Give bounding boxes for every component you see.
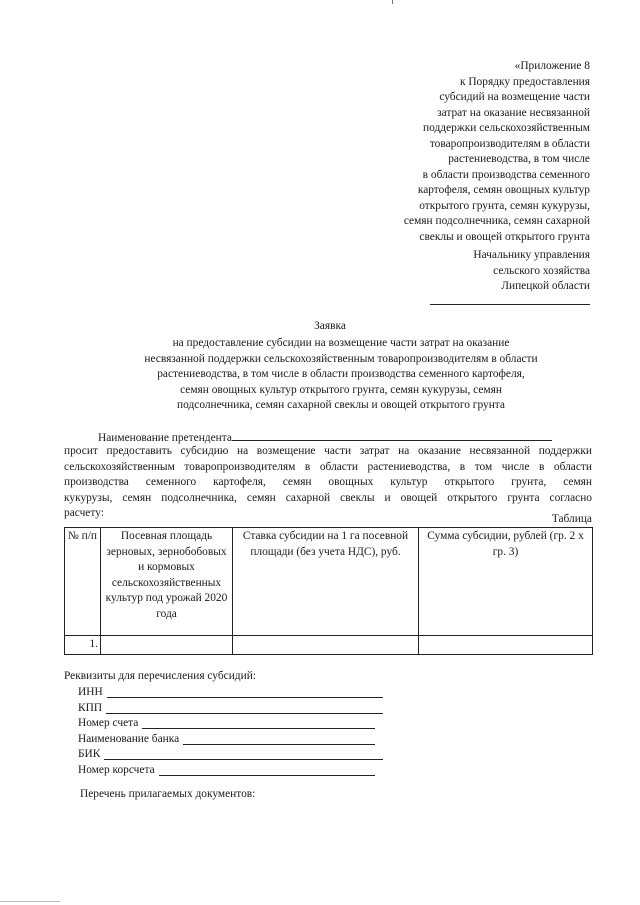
table-cell-area[interactable] [101,636,233,655]
request-line: расчету: [64,507,104,519]
appendix-line: свеклы и овощей открытого грунта [419,230,590,243]
requisites-fields [78,685,383,778]
scan-edge-mark-bottom [0,901,60,902]
appendix-line: субсидий на возмещение части [439,91,590,103]
request-line: сельскохозяйственным товаропроизводителям в области растениеводства, в том числе в области [64,460,592,473]
applicant-label: Наименование претендента [98,432,232,444]
appendix-header [404,59,590,245]
request-line: кукурузы, семян подсолнечника, семян сахарной свеклы и овощей открытого грунта согласно [64,491,592,504]
subsidy-table [64,527,593,655]
table-cell-rate[interactable] [233,636,419,655]
applicant-name-input[interactable] [232,428,552,441]
appendix-line: в области производства семенного [422,168,590,181]
appendix-line: семян подсолнечника, семян сахарной [403,215,590,227]
inn-input[interactable] [107,685,383,698]
appendix-title: «Приложение 8 [514,60,590,72]
appendix-line: поддержки сельскохозяйственным [423,122,590,134]
requisite-label: Наименование банка [78,732,180,745]
kpp-input[interactable] [106,701,383,714]
corr-account-input[interactable] [159,763,375,776]
requisite-bank [78,732,375,748]
table-header-amount: Сумма субсидии, рублей (гр. 2 x гр. 3) [419,528,593,636]
appendix-line: к Порядку предоставления [459,75,590,88]
addressee-line: Липецкой области [501,280,590,292]
bik-input[interactable] [104,747,383,760]
table-caption: Таблица [551,513,592,525]
table-header-rate: Ставка субсидии на 1 га посевной площади (без учета НДС), руб. [233,528,419,636]
appendix-line: затрат на оказание несвязанной [437,106,590,119]
appendix-line: открытого грунта, семян кукурузы, [419,199,590,212]
table-header-area: Посевная площадь зерновых, зернобобовых и кормовых сельскохозяйственных культур под урожай 2020 года [101,528,233,636]
application-line: растениеводства, в том числе в области производства семенного картофеля, [157,368,525,380]
addressee-signature-line[interactable] [430,304,590,305]
requisite-account [78,716,375,732]
request-line: производства семенного картофеля, семян овощных культур открытого грунта, семян [64,476,592,488]
appendix-line: растениеводства, в том числе [448,153,590,165]
table-header-number: № п/п [65,528,101,636]
requisite-label: Номер корсчета [78,763,155,776]
requisite-label: БИК [78,748,101,760]
application-line: на предоставление субсидии на возмещение части затрат на оказание [172,337,510,349]
application-line: семян овощных культур открытого грунта, семян кукурузы, семян [180,383,502,396]
table-header-row [65,528,593,636]
table-cell-amount[interactable] [419,636,593,655]
requisite-label: Номер счета [78,717,139,729]
application-description [60,336,622,414]
application-title: Заявка [314,320,346,332]
requisite-bik [78,747,383,763]
account-number-input[interactable] [142,716,375,729]
requisite-inn [78,685,383,701]
scan-edge-mark-top [392,0,393,4]
requisite-label: КПП [78,701,103,714]
application-line: подсолнечника, семян сахарной свеклы и овощей открытого грунта [177,399,505,411]
request-line: просит предоставить субсидию на возмещение части затрат на оказание несвязанной поддержки [64,445,592,457]
requisites-title: Реквизиты для перечисления субсидий: [64,670,256,682]
table-row [65,636,593,655]
addressee-line: Начальнику управления [473,249,590,261]
appendix-line: товаропроизводителям в области [429,137,590,150]
attachments-title: Перечень прилагаемых документов: [80,788,256,800]
requisite-kpp [78,701,383,717]
bank-name-input[interactable] [183,732,375,745]
request-paragraph [64,444,592,522]
addressee-block [473,248,590,295]
appendix-line: картофеля, семян овощных культур [417,184,590,196]
requisite-corr-account [78,763,375,779]
table-cell-number: 1. [65,636,101,655]
requisite-label: ИНН [78,686,103,698]
addressee-line: сельского хозяйства [493,264,590,277]
application-line: несвязанной поддержки сельскохозяйственным товаропроизводителям в области [144,352,538,365]
